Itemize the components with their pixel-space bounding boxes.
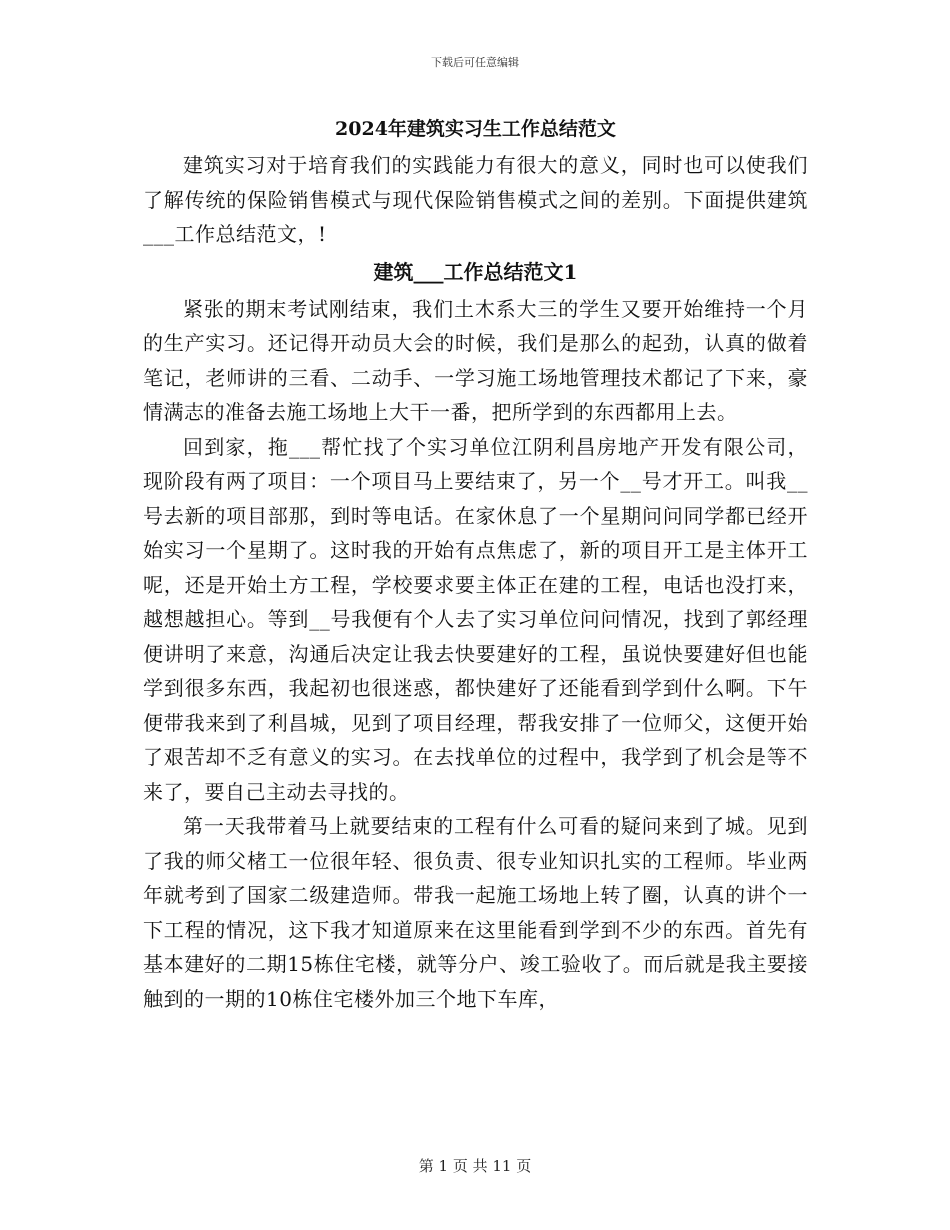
body-paragraph: 回到家，拖___帮忙找了个实习单位江阴利昌房地产开发有限公司，现阶段有两了项目：一个项目马上要结束了，另一个__号才开工。叫我__号去新的项目部那，到时等电话。在家休息了一个星期问问同学都已经开始实习一个星期了。这时我的开始有点焦虑了，新的项目开工是主体开工呢，还是开始土方工程，学校要求要主体正在建的工程，电话也没打来，越想越担心。等到__号我便有个人去了实习单位问问情况，找到了郭经理便讲明了来意，沟通后决定让我去快要建好的工程，虽说快要建好但也能学到很多东西，我起初也很迷惑，都快建好了还能看到学到什么啊。下午便带我来到了利昌城，见到了项目经理，帮我安排了一位师父，这便开始了艰苦却不乏有意义的实习。在去找单位的过程中，我学到了机会是等不来了，要自己主动去寻找的。	[143, 434, 808, 804]
document-body	[143, 110, 808, 1016]
body-paragraph: 紧张的期末考试刚结束，我们土木系大三的学生又要开始维持一个月的生产实习。还记得开动员大会的时候，我们是那么的起劲，认真的做着笔记，老师讲的三看、二动手、一学习施工场地管理技术都记了下来，豪情满志的准备去施工场地上大干一番，把所学到的东西都用上去。	[143, 296, 808, 424]
document-title: 2024年建筑实习生工作总结范文	[335, 118, 616, 140]
header-note: 下载后可任意编辑	[431, 56, 519, 69]
section-title: 建筑___工作总结范文1	[373, 259, 578, 284]
page-number: 第 1 页 共 11 页	[418, 1157, 532, 1175]
intro-paragraph: 建筑实习对于培育我们的实践能力有很大的意义，同时也可以使我们了解传统的保险销售模式与现代保险销售模式之间的差别。下面提供建筑___工作总结范文，!	[143, 153, 808, 246]
body-paragraph: 第一天我带着马上就要结束的工程有什么可看的疑问来到了城。见到了我的师父楮工一位很年轻、很负责、很专业知识扎实的工程师。毕业两年就考到了国家二级建造师。带我一起施工场地上转了圈，认真的讲个一下工程的情况，这下我才知道原来在这里能看到学到不少的东西。首先有基本建好的二期15栋住宅楼，就等分户、竣工验收了。而后就是我主要接触到的一期的10栋住宅楼外加三个地下车库，	[143, 814, 808, 1011]
